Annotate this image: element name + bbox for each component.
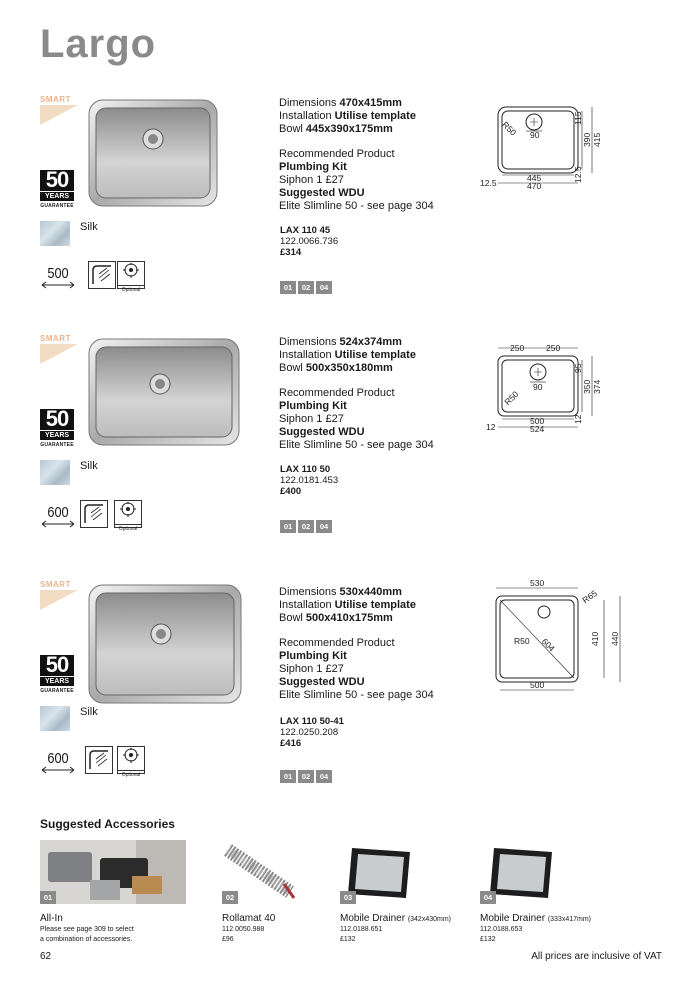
accessory-chips: 01 02 04 (280, 516, 334, 534)
svg-text:410: 410 (590, 631, 600, 646)
svg-text:390: 390 (582, 132, 592, 147)
template-icon (85, 746, 113, 774)
accessory-rollamat: 02 Rollamat 40 112.0050.988 £96 (222, 840, 362, 945)
technical-diagram (478, 340, 628, 440)
smart-flag: SMART (40, 95, 80, 125)
svg-text:R65: R65 (580, 588, 599, 606)
svg-text:524: 524 (530, 424, 545, 434)
guarantee-badge: 50 YEARS GUARANTEE (40, 652, 74, 694)
svg-text:90: 90 (533, 382, 543, 392)
width-arrow-icon (40, 281, 76, 289)
technical-diagram (478, 103, 628, 203)
sink-photo (88, 584, 242, 704)
svg-text:12: 12 (573, 414, 583, 424)
finish-swatch (40, 221, 70, 246)
svg-text:250: 250 (510, 343, 525, 353)
svg-text:115: 115 (573, 111, 583, 125)
product-specs: Dimensions 530x440mm Installation Utilise template Bowl 500x410x175mm Recommended Product Plumbing Kit Siphon 1 £27 Suggested WDU Elite Slimline 50 - see page 304 (279, 586, 434, 701)
accessory-chips: 01 02 04 (280, 766, 334, 784)
svg-text:250: 250 (546, 343, 561, 353)
accessory-chips: 01 02 04 (280, 277, 334, 295)
page-title: Largo (40, 22, 157, 66)
technical-diagram (478, 576, 628, 706)
product-codes: LAX 110 50 122.0181.453 £400 (280, 464, 339, 497)
cabinet-width: 600 (40, 504, 76, 528)
width-arrow-icon (40, 520, 76, 528)
svg-text:415: 415 (592, 132, 602, 147)
guarantee-badge: 50 YEARS GUARANTEE (40, 167, 74, 209)
accessories-title: Suggested Accessories (40, 817, 175, 831)
svg-text:374: 374 (592, 379, 602, 394)
plumbing-kit-icon: Optional (117, 261, 145, 289)
product-lax-110-50 (0, 334, 700, 564)
sink-photo (88, 338, 240, 446)
svg-text:604: 604 (539, 636, 557, 654)
accessory-mobile-drainer-342: 03 Mobile Drainer (342x430mm) 112.0188.651 £132 (340, 840, 480, 945)
product-lax-110-45 (0, 95, 700, 325)
svg-text:R50: R50 (514, 636, 530, 646)
svg-text:95: 95 (573, 363, 583, 373)
width-arrow-icon (40, 766, 76, 774)
all-in-photo (40, 840, 186, 904)
accessory-all-in: 01 All-In Please see page 309 to select a combination of accessories. (40, 840, 186, 945)
svg-text:12: 12 (486, 422, 496, 432)
svg-text:470: 470 (527, 181, 542, 191)
product-specs: Dimensions 470x415mm Installation Utilise template Bowl 445x390x175mm Recommended Product Plumbing Kit Siphon 1 £27 Suggested WDU Elite Slimline 50 - see page 304 (279, 97, 434, 212)
template-icon (88, 261, 116, 289)
product-codes: LAX 110 50-41 122.0250.208 £416 (280, 716, 344, 749)
svg-text:R50: R50 (502, 388, 521, 408)
template-icon (80, 500, 108, 528)
finish-swatch (40, 706, 70, 731)
smart-flag: SMART (40, 580, 80, 610)
svg-text:500: 500 (530, 680, 545, 690)
product-codes: LAX 110 45 122.0066.736 £314 (280, 225, 339, 258)
finish-label: Silk (80, 706, 98, 718)
svg-text:530: 530 (530, 578, 545, 588)
product-lax-110-50-41 (0, 580, 700, 810)
svg-text:90: 90 (530, 130, 540, 140)
finish-label: Silk (80, 221, 98, 233)
plumbing-kit-icon: Optional (117, 746, 145, 774)
smart-flag: SMART (40, 334, 80, 364)
svg-text:12.5: 12.5 (480, 178, 497, 188)
finish-swatch (40, 460, 70, 485)
page-number: 62 (40, 951, 52, 962)
finish-label: Silk (80, 460, 98, 472)
svg-text:R50: R50 (500, 119, 519, 138)
sink-photo (88, 99, 218, 207)
vat-note: All prices are inclusive of VAT (531, 951, 662, 962)
svg-text:500: 500 (530, 416, 545, 426)
svg-text:445: 445 (527, 173, 542, 183)
cabinet-width: 500 (40, 265, 76, 289)
svg-text:440: 440 (610, 631, 620, 646)
svg-text:12.5: 12.5 (573, 166, 583, 183)
guarantee-badge: 50 YEARS GUARANTEE (40, 406, 74, 448)
svg-text:350: 350 (582, 379, 592, 394)
accessory-mobile-drainer-333: 04 Mobile Drainer (333x417mm) 112.0188.653 £132 (480, 840, 620, 945)
cabinet-width: 600 (40, 750, 76, 774)
product-specs: Dimensions 524x374mm Installation Utilise template Bowl 500x350x180mm Recommended Product Plumbing Kit Siphon 1 £27 Suggested WDU Elite Slimline 50 - see page 304 (279, 336, 434, 451)
plumbing-kit-icon: Optional (114, 500, 142, 528)
